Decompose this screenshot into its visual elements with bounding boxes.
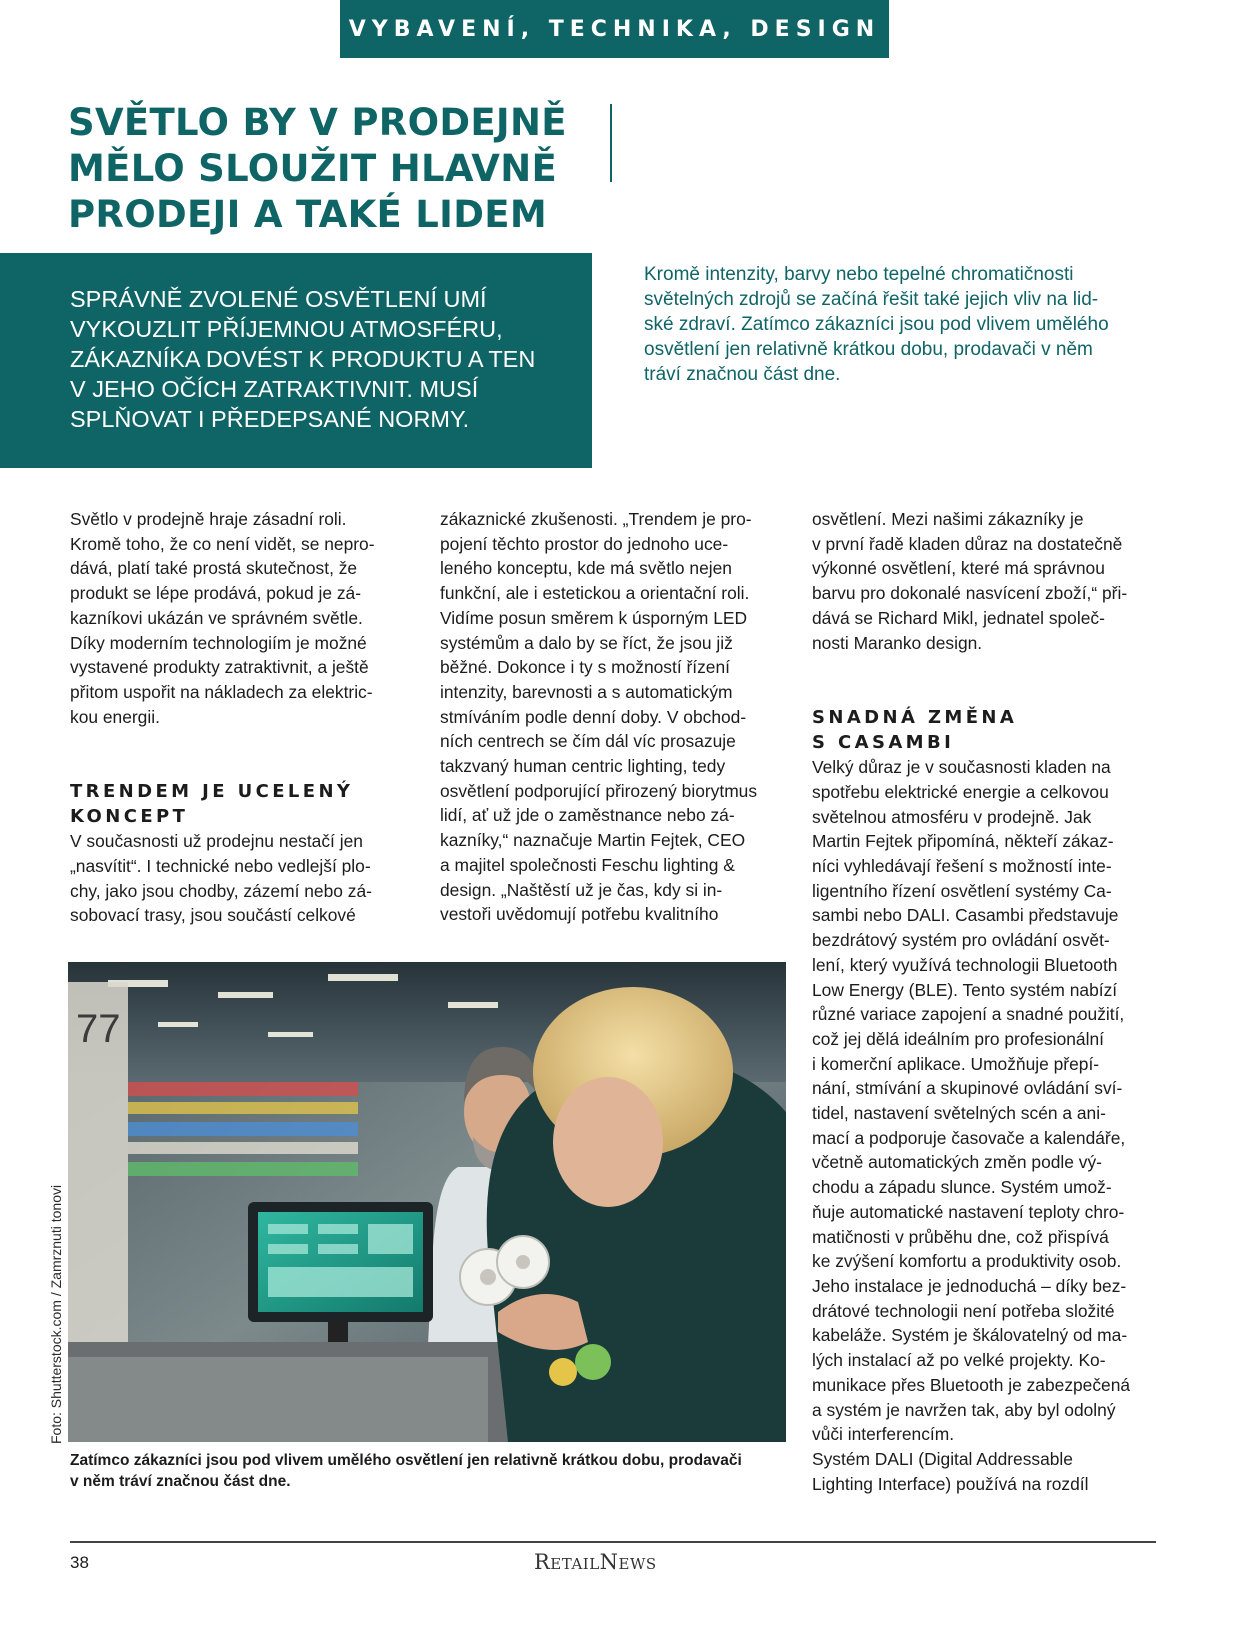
text-line: intenzity, barevnosti a s automatickým <box>440 681 733 702</box>
headline-line: PRODEJI A TAKÉ LIDEM <box>68 193 547 236</box>
headline-divider <box>610 104 612 182</box>
text-line: „nasvítit“. I technické nebo vedlejší plo- <box>70 856 371 877</box>
text-line: matičnosti v průběhu dne, což přispívá <box>812 1226 1109 1247</box>
text-line: sambi nebo DALI. Casambi představuje <box>812 905 1119 926</box>
text-line: bezdrátový systém pro ovládání osvět- <box>812 930 1110 951</box>
section-heading <box>70 779 415 829</box>
text-line: kazníkovi ukázán ve správném světle. <box>70 607 363 628</box>
text-line: což jej dělá ideálním pro profesionální <box>812 1028 1104 1049</box>
text-line: chodu a západu slunce. Systém umož- <box>812 1177 1112 1198</box>
text-line: chy, jako jsou chodby, zázemí nebo zá- <box>70 880 372 901</box>
footer-divider <box>70 1541 1156 1543</box>
intro-line: osvětlení jen relativně krátkou dobu, prodavači v něm <box>644 339 1093 360</box>
lead-line: SPLŇOVAT I PŘEDEPSANÉ NORMY. <box>70 406 470 432</box>
heading-line: S CASAMBI <box>812 732 955 754</box>
text-line: tidel, nastavení světelných scén a ani- <box>812 1103 1106 1124</box>
text-line: kazníky,“ naznačuje Martin Fejtek, CEO <box>440 830 746 851</box>
text-line: ňuje automatické nastavení teploty chro- <box>812 1201 1125 1222</box>
article-column-3 <box>812 507 1167 1496</box>
svg-text:77: 77 <box>76 1007 121 1051</box>
text-line: produkt se lépe prodává, pokud je zá- <box>70 583 361 604</box>
text-line: design. „Naštěstí už je čas, kdy si in- <box>440 879 723 900</box>
photo-credit: Foto: Shutterstock.com / Zamrznuti tonovi <box>48 1184 64 1444</box>
text-line: Velký důraz je v současnosti kladen na <box>812 757 1111 778</box>
text-line: kou energii. <box>70 706 160 727</box>
caption-line: v něm tráví značnou část dne. <box>70 1473 291 1490</box>
text-line: takzvaný human centric lighting, tedy <box>440 756 726 777</box>
article-column-2 <box>440 507 790 927</box>
text-line: stmíváním podle denní doby. V obchod- <box>440 706 747 727</box>
text-line: Martin Fejtek připomíná, někteří zákaz- <box>812 831 1114 852</box>
text-line: níci vyhledávají řešení s možností inte- <box>812 856 1112 877</box>
text-line: V současnosti už prodejnu nestačí jen <box>70 831 363 852</box>
headline-line: MĚLO SLOUŽIT HLAVNĚ <box>68 147 558 190</box>
text-line: systémům a dalo by se říct, že jsou již <box>440 632 733 653</box>
text-line: kabeláže. Systém je škálovatelný od ma- <box>812 1325 1128 1346</box>
lead-line: V JEHO OČÍCH ZATRAKTIVNIT. MUSÍ <box>70 376 479 402</box>
intro-line: ské zdraví. Zatímco zákazníci jsou pod vlivem umělého <box>644 314 1109 335</box>
page-number: 38 <box>70 1553 89 1572</box>
text-line: vystavené produkty zatraktivnit, a ještě <box>70 657 369 678</box>
text-line: lení, který využívá technologii Bluetooth <box>812 954 1118 975</box>
paragraph <box>812 507 1167 655</box>
text-line: drátové technologii není potřeba složité <box>812 1300 1115 1321</box>
text-line: a majitel společnosti Feschu lighting & <box>440 854 735 875</box>
text-line: funkční, ale i estetickou a orientační roli. <box>440 583 750 604</box>
text-line: Systém DALI (Digital Addressable <box>812 1448 1073 1469</box>
caption-line: Zatímco zákazníci jsou pod vlivem umělého osvětlení jen relativně krátkou dobu, prodavači <box>70 1452 742 1469</box>
text-line: Díky moderním technologiím je možné <box>70 632 367 653</box>
text-line: barvu pro dokonalé nasvícení zboží,“ při- <box>812 583 1128 604</box>
text-line: světelnou atmosféru v prodejně. Jak <box>812 806 1092 827</box>
text-line: zákaznické zkušenosti. „Trendem je pro- <box>440 509 752 529</box>
photo-caption <box>70 1450 790 1492</box>
text-line: nání, stmívání a skupinové ovládání sví- <box>812 1078 1123 1099</box>
text-line: ligentního řízení osvětlení systémy Ca- <box>812 880 1112 901</box>
text-line: v první řadě kladen důraz na dostatečně <box>812 533 1123 554</box>
text-line: pojení těchto prostor do jednoho uce- <box>440 533 729 554</box>
text-line: Low Energy (BLE). Tento systém nabízí <box>812 979 1118 1000</box>
text-line: leného konceptu, kde má světlo nejen <box>440 558 732 579</box>
paragraph <box>812 755 1167 1496</box>
lead-text <box>70 284 575 434</box>
text-line: Lighting Interface) používá na rozdíl <box>812 1473 1089 1494</box>
text-line: dává, platí také prostá skutečnost, že <box>70 558 358 579</box>
publication-logo: RetailNews <box>534 1550 657 1574</box>
lead-line: SPRÁVNĚ ZVOLENÉ OSVĚTLENÍ UMÍ <box>70 286 487 312</box>
text-line: Vidíme posun směrem k úsporným LED <box>440 607 748 628</box>
article-photo <box>68 962 786 1442</box>
text-line: lidí, ať už jde o zaměstnance nebo zá- <box>440 805 735 826</box>
text-line: nosti Maranko design. <box>812 632 983 653</box>
text-line: ních centrech se čím dál víc prosazuje <box>440 731 736 752</box>
paragraph <box>440 507 790 927</box>
text-line: mací a podporuje časovače a kalendáře, <box>812 1127 1126 1148</box>
text-line: včetně automatických změn podle vý- <box>812 1152 1102 1173</box>
headline-line: SVĚTLO BY V PRODEJNĚ <box>68 101 567 144</box>
text-line: vůči interferencím. <box>812 1424 955 1445</box>
section-tab: VYBAVENÍ, TECHNIKA, DESIGN <box>340 0 889 58</box>
text-line: přitom uspořit na nákladech za elektric- <box>70 681 373 702</box>
text-line: výkonné osvětlení, které má správnou <box>812 558 1105 579</box>
text-line: Kromě toho, že co není vidět, se nepro- <box>70 533 375 554</box>
lead-line: ZÁKAZNÍKA DOVÉST K PRODUKTU A TEN <box>70 346 536 372</box>
text-line: sobovací trasy, jsou součástí celkové <box>70 905 356 926</box>
text-line: spotřebu elektrické energie a celkovou <box>812 781 1109 802</box>
article-column-1 <box>70 507 415 928</box>
heading-line: SNADNÁ ZMĚNA <box>812 707 1018 729</box>
text-line: dává se Richard Mikl, jednatel společ- <box>812 607 1105 628</box>
intro-line: světelných zdrojů se začíná řešit také jejich vliv na lid- <box>644 289 1099 310</box>
text-line: osvětlení podporující přirozený biorytmus <box>440 780 758 801</box>
text-line: lých instalací až po velké projekty. Ko- <box>812 1350 1106 1371</box>
text-line: munikace přes Bluetooth je zabezpečená <box>812 1374 1131 1395</box>
text-line: Světlo v prodejně hraje zásadní roli. <box>70 509 347 529</box>
text-line: různé variace zapojení a snadné použití, <box>812 1004 1125 1025</box>
section-heading <box>812 705 1167 755</box>
heading-line: TRENDEM JE UCELENÝ <box>70 781 354 803</box>
text-line: vestoři uvědomují potřebu kvalitního <box>440 904 719 925</box>
intro-text <box>644 262 1149 387</box>
paragraph <box>70 507 415 729</box>
text-line: i komerční aplikace. Umožňuje přepí- <box>812 1053 1100 1074</box>
intro-line: Kromě intenzity, barvy nebo tepelné chromatičnosti <box>644 264 1074 285</box>
intro-line: tráví značnou část dne. <box>644 364 841 385</box>
paragraph <box>70 829 415 928</box>
text-line: ke zvýšení komfortu a produktivity osob. <box>812 1251 1122 1272</box>
text-line: osvětlení. Mezi našimi zákazníky je <box>812 509 1084 529</box>
text-line: Jeho instalace je jednoduchá – díky bez- <box>812 1275 1127 1296</box>
heading-line: KONCEPT <box>70 806 189 828</box>
headline <box>68 100 608 238</box>
lead-line: VYKOUZLIT PŘÍJEMNOU ATMOSFÉRU, <box>70 316 503 342</box>
text-line: a systém je navržen tak, aby byl odolný <box>812 1399 1116 1420</box>
text-line: běžné. Dokonce i ty s možností řízení <box>440 657 730 678</box>
